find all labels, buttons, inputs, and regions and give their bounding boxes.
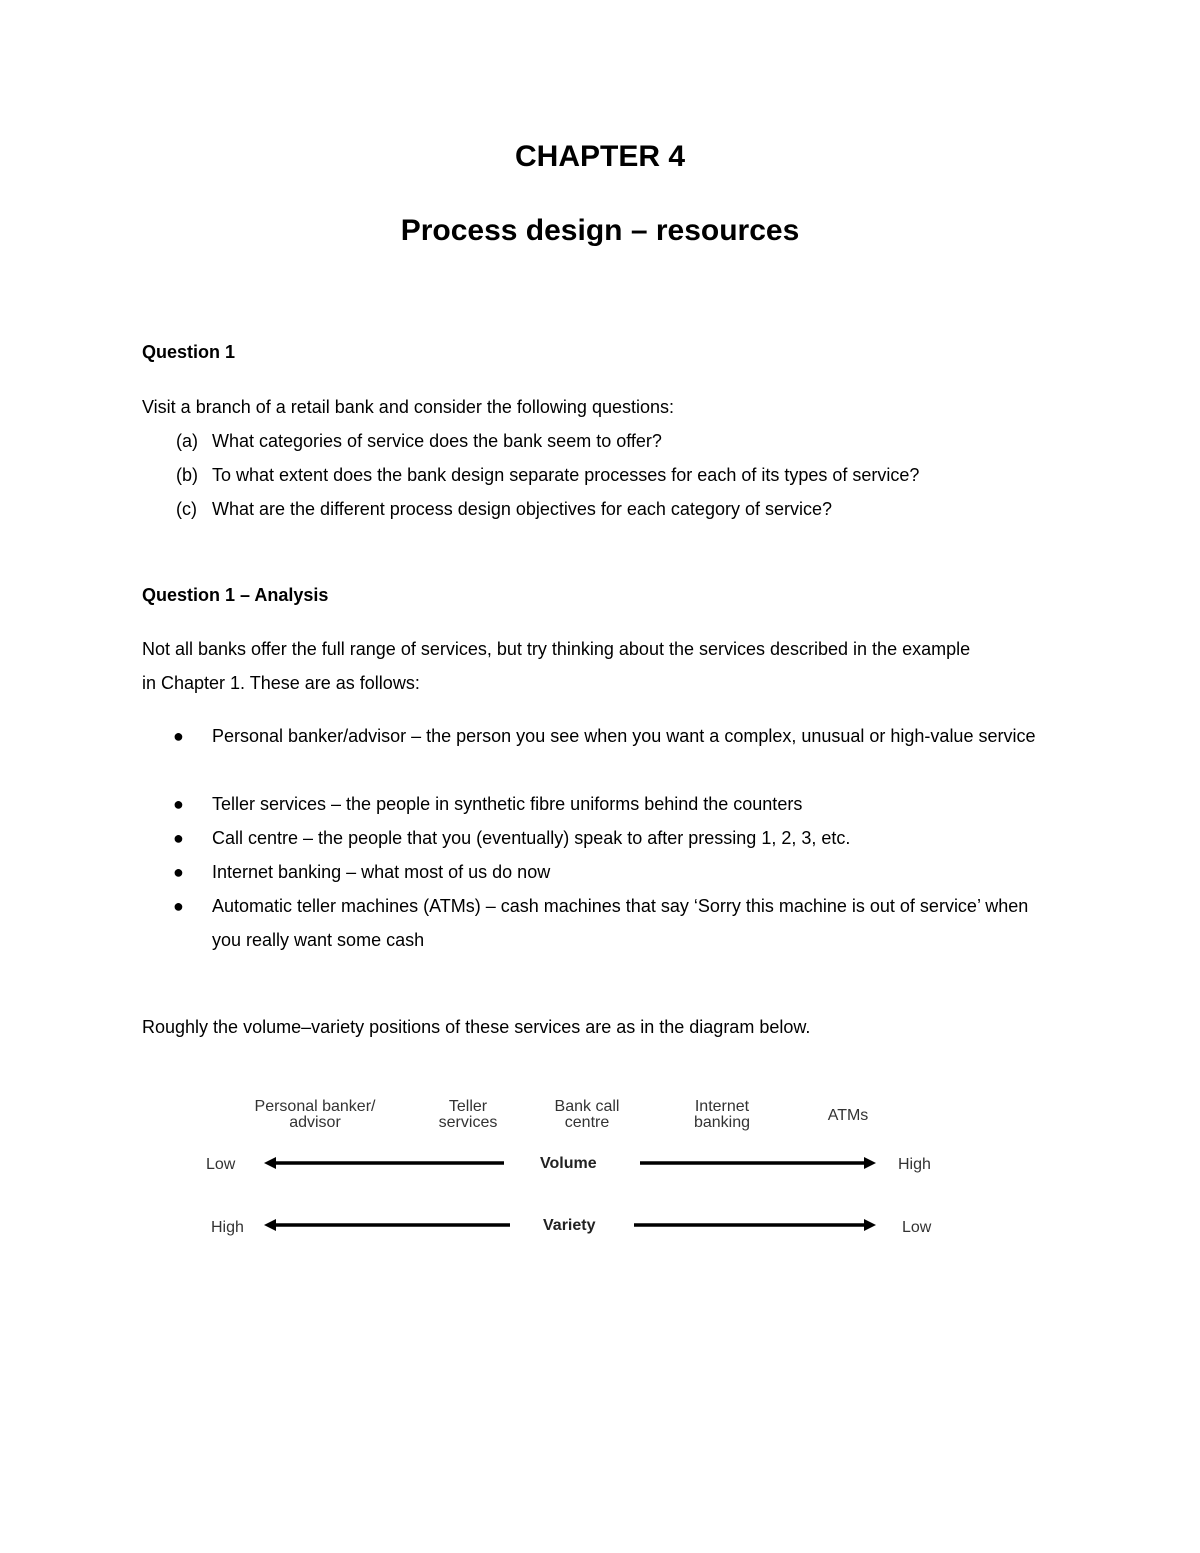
bullet-dot: ●: [173, 726, 184, 746]
bullet-item: Call centre – the people that you (eventually) speak to after pressing 1, 2, 3, etc.: [212, 828, 851, 848]
analysis-intro-line1: Not all banks offer the full range of services, but try thinking about the services described in the example: [142, 639, 971, 659]
bullet-item: Teller services – the people in synthetic fibre uniforms behind the counters: [212, 794, 803, 814]
list-item: What categories of service does the bank seem to offer?: [212, 431, 662, 451]
list-item: What are the different process design objectives for each category of service?: [212, 499, 832, 519]
chapter-title: Process design – resources: [400, 214, 800, 247]
variety-high-label: High: [211, 1219, 244, 1236]
volume-high-label: High: [898, 1156, 931, 1173]
analysis-closing: Roughly the volume–variety positions of these services are as in the diagram below.: [142, 1017, 811, 1037]
variety-right-arrowhead: [864, 1219, 876, 1231]
variety-low-label: Low: [902, 1219, 932, 1236]
bullet-item: Automatic teller machines (ATMs) – cash machines that say ‘Sorry this machine is out of service’ when you really want some cash: [212, 896, 1029, 950]
volume-axis-label: Volume: [540, 1155, 597, 1172]
analysis-heading: Question 1 – Analysis: [142, 585, 329, 605]
list-item-marker: (a): [176, 431, 198, 451]
analysis-intro-line2: in Chapter 1. These are as follows:: [142, 673, 420, 693]
service-label-personal-banker: Personal banker/ advisor: [254, 1098, 376, 1131]
volume-left-arrowhead: [264, 1157, 276, 1169]
bullet-dot: ●: [173, 896, 184, 916]
bullet-dot: ●: [173, 794, 184, 814]
question-1-intro: Visit a branch of a retail bank and consider the following questions:: [142, 397, 674, 417]
bullet-item: Personal banker/advisor – the person you see when you want a complex, unusual or high-value service: [212, 726, 1036, 746]
service-label-atms: ATMs: [827, 1107, 869, 1124]
variety-axis-label: Variety: [543, 1217, 596, 1234]
question-1-heading: Question 1: [142, 342, 236, 362]
bullet-dot: ●: [173, 828, 184, 848]
service-label-internet-banking: Internet banking: [693, 1098, 751, 1131]
volume-right-arrowhead: [864, 1157, 876, 1169]
variety-left-arrowhead: [264, 1219, 276, 1231]
chapter-heading: CHAPTER 4: [514, 140, 686, 173]
service-label-teller: Teller services: [438, 1098, 498, 1131]
bullet-item: Internet banking – what most of us do now: [212, 862, 551, 882]
bullet-dot: ●: [173, 862, 184, 882]
list-item: To what extent does the bank design separate processes for each of its types of service?: [212, 465, 920, 485]
list-item-marker: (b): [176, 465, 198, 485]
list-item-marker: (c): [176, 499, 197, 519]
volume-low-label: Low: [206, 1156, 236, 1173]
service-label-call-centre: Bank call centre: [554, 1098, 620, 1131]
